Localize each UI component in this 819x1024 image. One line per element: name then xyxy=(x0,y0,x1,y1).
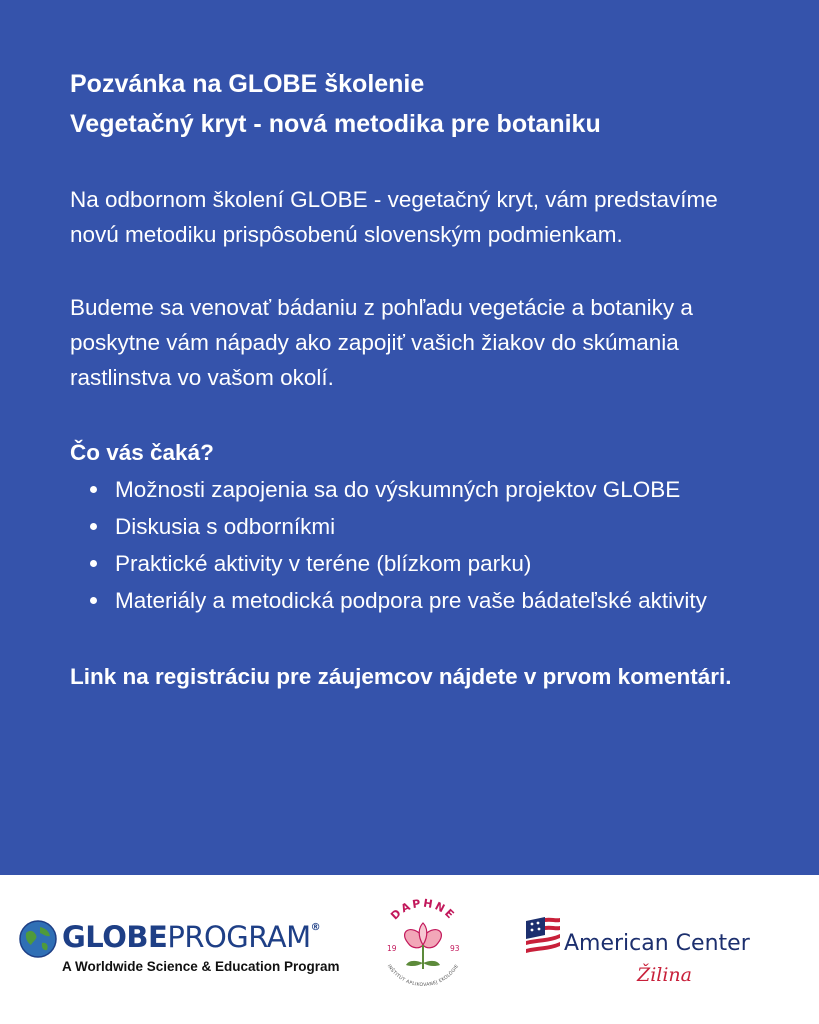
american-center-city: Žilina xyxy=(637,964,692,986)
list-item-text: Diskusia s odborníkmi xyxy=(115,514,336,539)
svg-text:DAPHNE xyxy=(388,897,458,923)
registered-mark: ® xyxy=(310,922,321,933)
list-item xyxy=(70,583,770,618)
list-item xyxy=(70,472,770,507)
globe-icon xyxy=(18,919,58,959)
intro-paragraph: Na odbornom školení GLOBE - vegetačný kryt, vám predstavíme novú metodiku prispôsobenú slovenským podmienkam. xyxy=(70,187,718,247)
american-center-logo xyxy=(523,915,793,995)
focus-paragraph: Budeme sa venovať bádaniu z pohľadu vegetácie a botaniky a poskytne vám nápady ako zapojiť vašich žiakov do skúmania rastlinstva vo vašom okolí. xyxy=(70,295,693,390)
daphne-logo xyxy=(368,887,478,997)
what-to-expect-heading: Čo vás čaká? xyxy=(70,440,214,465)
flower-icon xyxy=(405,923,442,969)
registration-note: Link na registráciu pre záujemcov nájdete v prvom komentári. xyxy=(70,664,732,689)
daphne-name: DAPHNE xyxy=(388,896,458,923)
partner-logos-bar xyxy=(0,875,819,1024)
bullet-icon xyxy=(90,523,97,530)
flag-icon xyxy=(523,915,563,955)
list-item-text: Materiály a metodická podpora pre vaše bádateľské aktivity xyxy=(115,588,707,613)
list-item xyxy=(70,509,770,544)
list-item xyxy=(70,546,770,581)
invitation-content xyxy=(70,64,770,696)
title-line-1: Pozvánka na GLOBE školenie xyxy=(70,70,425,98)
bullet-icon xyxy=(90,560,97,567)
globe-program-logo xyxy=(18,919,338,979)
daphne-year-left: 19 xyxy=(387,944,397,953)
globe-tagline: A Worldwide Science & Education Program xyxy=(62,959,340,974)
bullet-icon xyxy=(90,597,97,604)
title-line-2: Vegetačný kryt - nová metodika pre botaniku xyxy=(70,110,601,138)
page-title xyxy=(70,64,770,144)
globe-wordmark-bold: GLOBE xyxy=(62,920,168,954)
daphne-year-right: 93 xyxy=(450,944,460,953)
globe-wordmark xyxy=(62,920,320,954)
list-item-text: Praktické aktivity v teréne (blízkom parku) xyxy=(115,551,532,576)
daphne-circle-text: INŠTITÚT APLIKOVANEJ EKOLÓGIE xyxy=(385,963,461,989)
list-item-text: Možnosti zapojenia sa do výskumných projektov GLOBE xyxy=(115,477,681,502)
globe-wordmark-thin: PROGRAM xyxy=(167,920,311,954)
bullet-icon xyxy=(90,486,97,493)
american-center-name: American Center xyxy=(564,931,750,956)
expectations-list xyxy=(70,472,770,618)
